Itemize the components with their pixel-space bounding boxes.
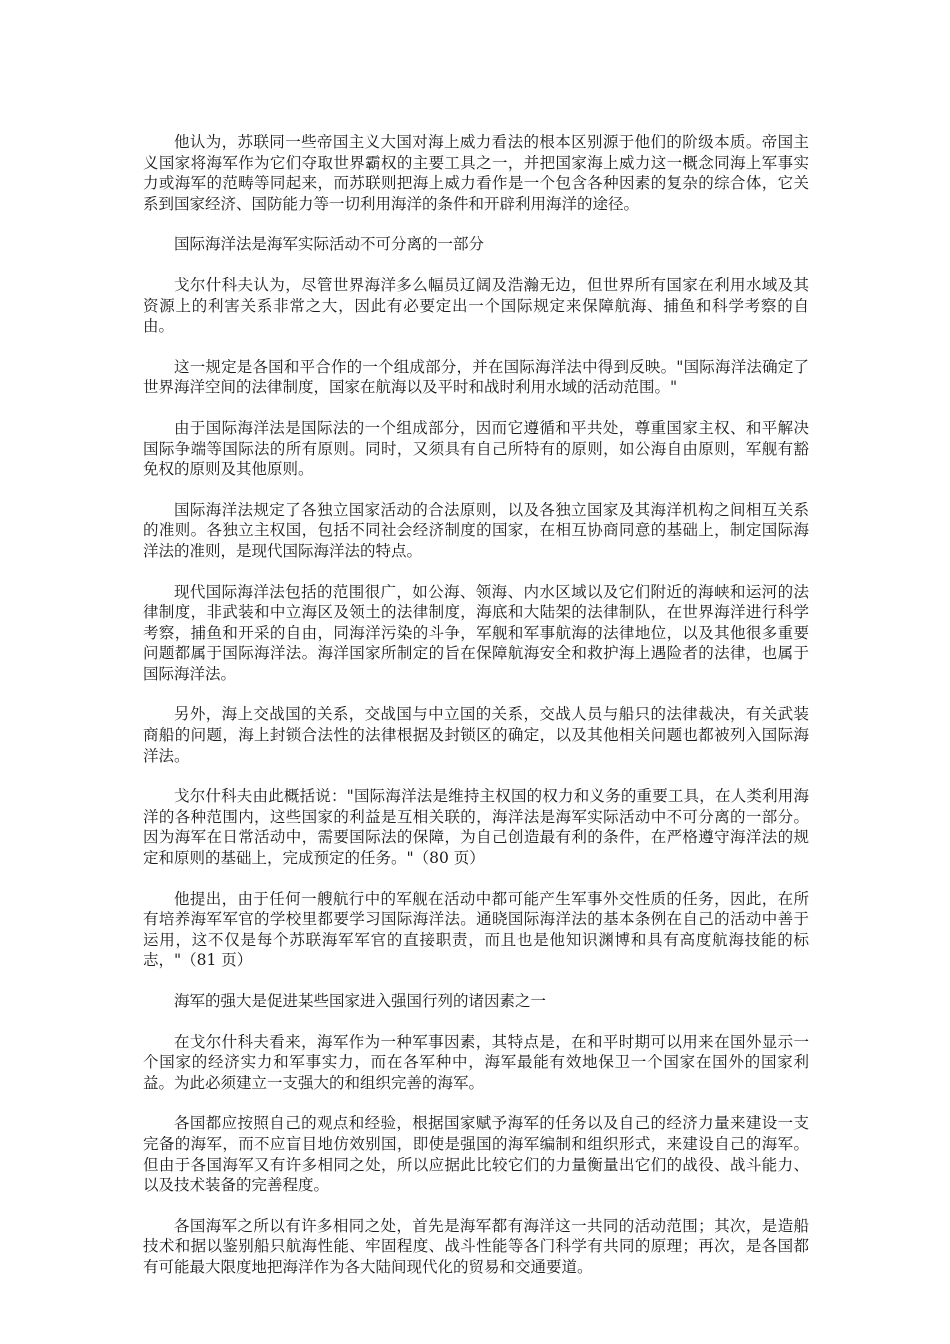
paragraph-summary-quote: 戈尔什科夫由此概括说："国际海洋法是维持主权国的权力和义务的重要工具，在人类利用海洋的各种范围内，这些国家的利益是互相关联的，海洋法是海军实际活动中不可分离的一部分。因为海军在日常活动中，需要国际法的保障，为自己创造最有利的条件，在严格遵守海洋法的规定和原则的基础上，完成预定的任务。"（80 页）	[143, 787, 809, 868]
section-heading-naval-strength: 海军的强大是促进某些国家进入强国行列的诸因素之一	[174, 992, 547, 1010]
paragraph-international-law-principles: 由于国际海洋法是国际法的一个组成部分，因而它遵循和平共处，尊重国家主权、和平解决国际争端等国际法的所有原则。同时，又须具有自己所特有的原则，如公海自由原则，军舰有豁免权的原则及其他原则。	[143, 418, 809, 479]
paragraph-legal-principles: 国际海洋法规定了各独立国家活动的合法原则，以及各独立国家及其海洋机构之间相互关系的准则。各独立主权国，包括不同社会经济制度的国家，在相互协商同意的基础上，制定国际海洋法的准则，是现代国际海洋法的特点。	[143, 500, 809, 560]
document-page	[143, 132, 809, 1298]
paragraph-officer-training: 他提出，由于任何一艘航行中的军舰在活动中都可能产生军事外交性质的任务，因此，在所有培养海军军官的学校里都要学习国际海洋法。通晓国际海洋法的基本条例在自己的活动中善于运用，这不仅是每个苏联海军军官的直接职责，而且也是他知识渊博和具有高度航海技能的标志，"（81 页）	[143, 889, 809, 970]
paragraph-belligerent-relations: 另外，海上交战国的关系，交战国与中立国的关系，交战人员与船只的法律裁决，有关武装商船的问题，海上封锁合法性的法律根据及封锁区的确定，以及其他相关问题也都被列入国际海洋法。	[143, 705, 809, 765]
section-heading-maritime-law: 国际海洋法是海军实际活动不可分离的一部分	[174, 235, 485, 254]
paragraph-scope-of-law: 现代国际海洋法包括的范围很广，如公海、领海、内水区域以及它们附近的海峡和运河的法律制度，非武装和中立海区及领土的法律制度，海底和大陆架的法律制队，在世界海洋进行科学考察，捕鱼和开采的自由，同海洋污染的斗争，军舰和军事航海的法律地位，以及其他很多重要问题都属于国际海洋法。海洋国家所制定的旨在保障航海安全和救护海上遇险者的法律，也属于国际海洋法。	[143, 582, 809, 683]
paragraph-common-features: 各国海军之所以有许多相同之处，首先是海军都有海洋这一共同的活动范围；其次，是造船技术和据以鉴别船只航海性能、牢固程度、战斗性能等各门科学有共同的原理；再次，是各国都有可能最大限度地把海洋作为各大陆间现代化的贸易和交通要道。	[143, 1216, 809, 1276]
paragraph-military-factor: 在戈尔什科夫看来，海军作为一种军事因素，其特点是，在和平时期可以用来在国外显示一个国家的经济实力和军事实力，而在各军种中，海军最能有效地保卫一个国家在国外的国家利益。为此必须建立一支强大的和组织完善的海军。	[143, 1032, 809, 1092]
paragraph-peaceful-cooperation: 这一规定是各国和平合作的一个组成部分，并在国际海洋法中得到反映。"国际海洋法确定了世界海洋空间的法律制度，国家在航海以及平时和战时利用水域的活动范围。"	[143, 357, 809, 397]
paragraph-building-navy: 各国都应按照自己的观点和经验，根据国家赋予海军的任务以及自己的经济力量来建设一支完备的海军，而不应盲目地仿效别国，即使是强国的海军编制和组织形式，来建设自己的海军。但由于各国海军又有许多相同之处，所以应据此比较它们的力量衡量出它们的战役、战斗能力、以及技术装备的完善程度。	[143, 1114, 809, 1195]
paragraph-freedom-of-seas: 戈尔什科夫认为，尽管世界海洋多么幅员辽阔及浩瀚无边，但世界所有国家在利用水域及其资源上的利害关系非常之大，因此有必要定出一个国际规定来保障航海、捕鱼和科学考察的自由。	[143, 275, 809, 336]
paragraph-class-nature: 他认为，苏联同一些帝国主义大国对海上威力看法的根本区别源于他们的阶级本质。帝国主义国家将海军作为它们夺取世界霸权的主要工具之一，并把国家海上威力这一概念同海上军事实力或海军的范畴等同起来，而苏联则把海上威力看作是一个包含各种因素的复杂的综合体，它关系到国家经济、国防能力等一切利用海洋的条件和开辟利用海洋的途径。	[143, 133, 809, 213]
